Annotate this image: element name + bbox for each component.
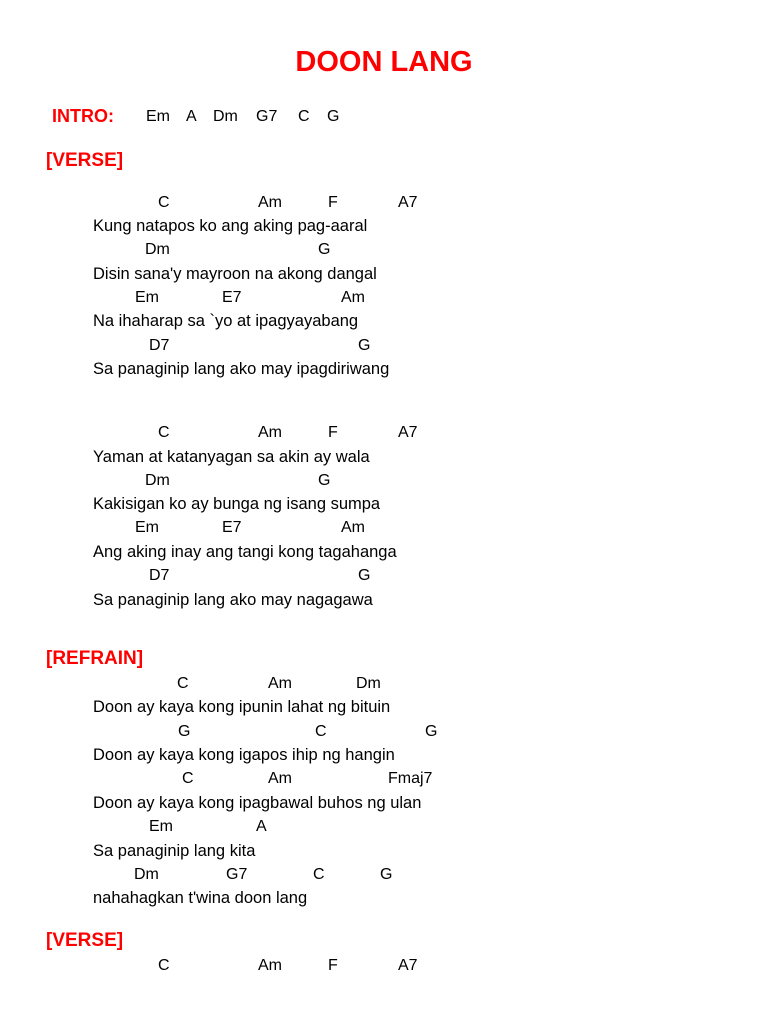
section-heading-refrain: [REFRAIN]: [46, 648, 144, 669]
chord: C: [315, 723, 327, 740]
chord: Am: [341, 289, 365, 306]
lyric-line: Yaman at katanyagan sa akin ay wala: [93, 448, 370, 466]
chord: Fmaj7: [388, 770, 433, 787]
chord: G: [318, 472, 331, 489]
chord: G: [358, 337, 371, 354]
chord: F: [328, 424, 338, 441]
chord: A7: [398, 957, 418, 974]
chord: G7: [226, 866, 248, 883]
intro-chord: Em: [146, 108, 170, 125]
chord: Am: [258, 194, 282, 211]
chord: D7: [149, 337, 170, 354]
intro-chord: C: [298, 108, 310, 125]
lyric-line: Doon ay kaya kong ipagbawal buhos ng ulan: [93, 794, 422, 812]
chord: A: [256, 818, 267, 835]
chord: A7: [398, 424, 418, 441]
chord: G: [178, 723, 191, 740]
chord: Em: [149, 818, 173, 835]
chord: C: [313, 866, 325, 883]
lyric-line: Kung natapos ko ang aking pag-aaral: [93, 217, 368, 235]
chord: E7: [222, 519, 242, 536]
lyric-line: Sa panaginip lang ako may nagagawa: [93, 591, 373, 609]
chord: F: [328, 194, 338, 211]
lyric-line: Sa panaginip lang kita: [93, 842, 256, 860]
chord: Dm: [145, 472, 170, 489]
chord: G: [318, 241, 331, 258]
lyric-line: Disin sana'y mayroon na akong dangal: [93, 265, 377, 283]
chord: Am: [268, 770, 292, 787]
chord: C: [158, 957, 170, 974]
chord: D7: [149, 567, 170, 584]
chord: Am: [341, 519, 365, 536]
intro-chord: A: [186, 108, 197, 125]
chord: C: [177, 675, 189, 692]
chord: A7: [398, 194, 418, 211]
intro-chord: G7: [256, 108, 278, 125]
chord: C: [182, 770, 194, 787]
intro-chord: G: [327, 108, 340, 125]
section-heading-verse: [VERSE]: [46, 150, 124, 171]
lyric-line: Na ihaharap sa `yo at ipagyayabang: [93, 312, 359, 330]
song-title: DOON LANG: [295, 46, 473, 78]
chord: G: [358, 567, 371, 584]
lyric-line: Kakisigan ko ay bunga ng isang sumpa: [93, 495, 381, 513]
chord: Dm: [145, 241, 170, 258]
chord: Am: [268, 675, 292, 692]
chord: C: [158, 424, 170, 441]
chord: C: [158, 194, 170, 211]
chord: Dm: [356, 675, 381, 692]
lyric-line: nahahagkan t'wina doon lang: [93, 889, 308, 907]
chord: E7: [222, 289, 242, 306]
lyric-line: Doon ay kaya kong igapos ihip ng hangin: [93, 746, 395, 764]
chord: Am: [258, 424, 282, 441]
chord: G: [425, 723, 438, 740]
section-heading-verse: [VERSE]: [46, 930, 124, 951]
intro-chord: Dm: [213, 108, 238, 125]
lyric-line: Doon ay kaya kong ipunin lahat ng bituin: [93, 698, 391, 716]
chord: F: [328, 957, 338, 974]
lyric-line: Sa panaginip lang ako may ipagdiriwang: [93, 360, 390, 378]
chord: Am: [258, 957, 282, 974]
chord: Em: [135, 289, 159, 306]
lyric-line: Ang aking inay ang tangi kong tagahanga: [93, 543, 397, 561]
chord: Dm: [134, 866, 159, 883]
chord: G: [380, 866, 393, 883]
chord: Em: [135, 519, 159, 536]
intro-label: INTRO:: [52, 106, 114, 126]
